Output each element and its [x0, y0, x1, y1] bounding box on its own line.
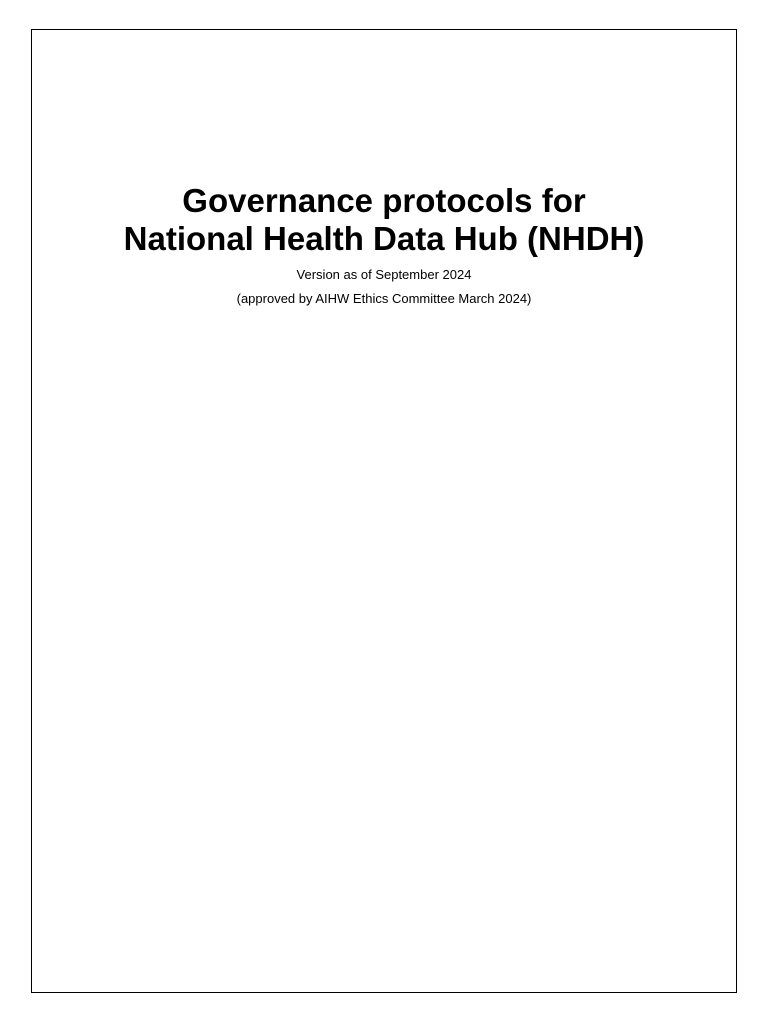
title-line-2: National Health Data Hub (NHDH) [123, 220, 645, 257]
title-line-1: Governance protocols for [182, 182, 586, 219]
document-title [32, 182, 736, 258]
version-text: Version as of September 2024 [296, 267, 472, 282]
approval-text: (approved by AIHW Ethics Committee March 2024) [236, 291, 532, 306]
document-page [31, 29, 737, 993]
